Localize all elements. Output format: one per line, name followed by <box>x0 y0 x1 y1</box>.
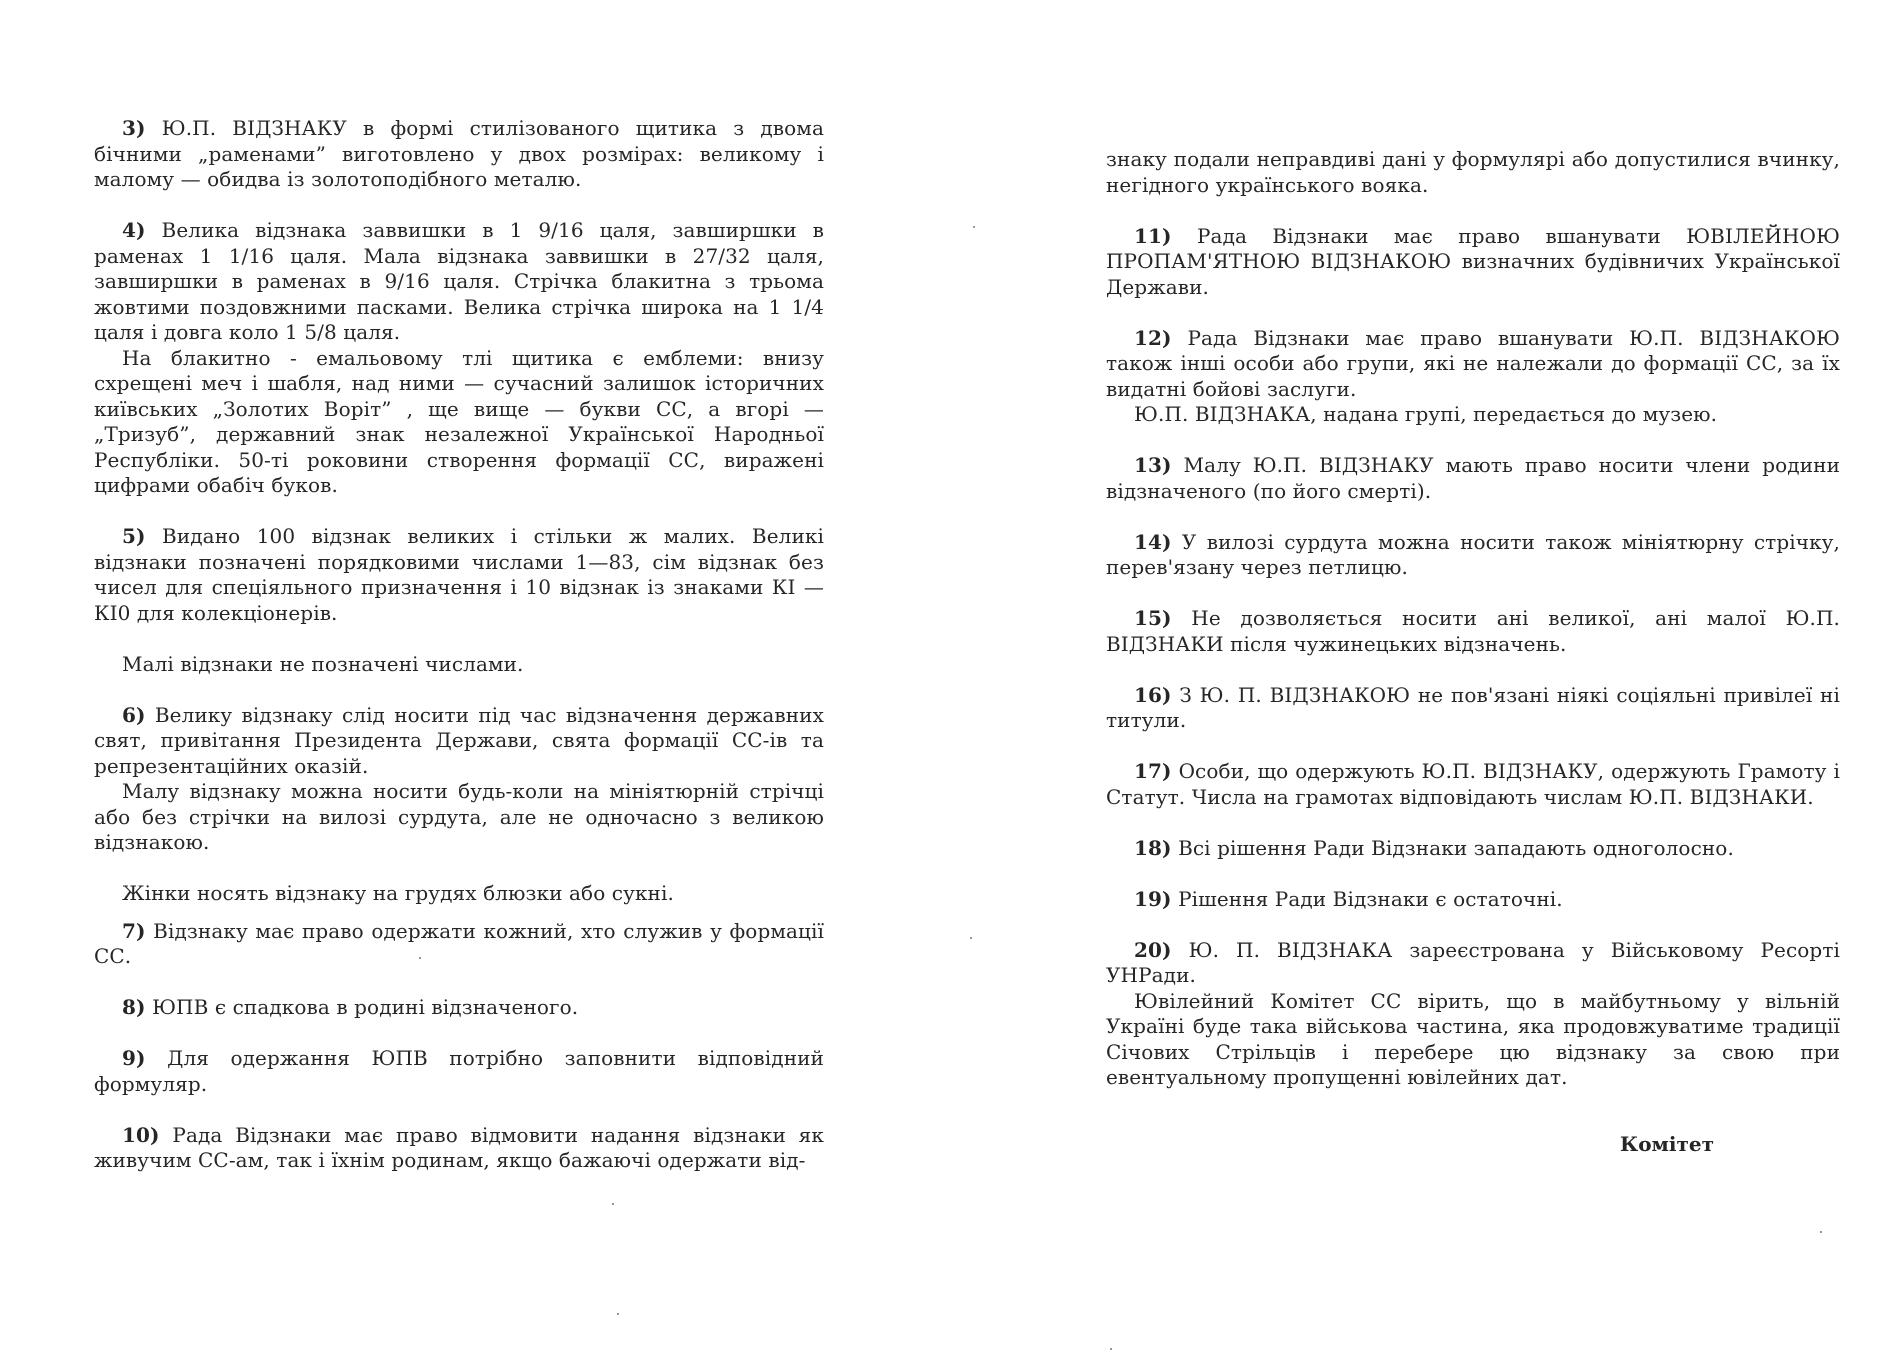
item-15: 15) Не дозволяється носити ані великої, ані малої Ю.П. ВІДЗНАКИ після чужинецьких відзначень. <box>1106 606 1840 656</box>
item-20-committee: Ювілейний Комітет СС вірить, що в майбутньому у вільній Україні буде така військова частина, яка продовжуватиме традиції Січових Стрільців і перебере цю відзнаку за свою при евентуальному пропущенні ювілейних дат. <box>1106 988 1840 1089</box>
item-20: 20) Ю. П. ВІДЗНАКА зареєстрована у Військовому Ресорті УНРади. <box>1106 937 1840 987</box>
item-9: 9) Для одержання ЮПВ потрібно заповнити відповідний формуляр. <box>94 1046 824 1096</box>
scan-speck <box>973 226 975 228</box>
item-17: 17) Особи, що одержують Ю.П. ВІДЗНАКУ, одержують Грамоту і Статут. Числа на грамотах відповідають числам Ю.П. ВІДЗНАКИ. <box>1106 759 1840 809</box>
signature: Комітет <box>1620 1132 1715 1156</box>
item-11: 11) Рада Відзнаки має право вшанувати ЮВІЛЕЙНОЮ ПРОПАМ'ЯТНОЮ ВІДЗНАКОЮ визначних будівничих Української Держави. <box>1106 223 1841 299</box>
item-4-emblem: На блакитно - емальовому тлі щитика є емблеми: внизу схрещені меч і шабля, над ними — сучасний залишок історичних київських „Золотих Воріт” , ще вище — букви СС, а вгорі — „Тризуб”, державний знак незалежної Української Народньої Республіки. 50-ті роковини створення формації СС, виражені цифрами обабіч буков. <box>94 345 824 497</box>
right-page <box>1106 147 1840 1091</box>
item-6-small: Малу відзнаку можна носити будь-коли на мініятюрній стрічці або без стрічки на вилозі сурдута, але не одночасно з великою відзнакою. <box>94 779 824 854</box>
item-7: 7) Відзнаку має право одержати кожний, хто служив у формації СС. <box>94 918 824 968</box>
item-8: 8) ЮПВ є спадкова в родині відзначеного. <box>122 995 579 1019</box>
item-4: 4) Велика відзнака заввишки в 1 9/16 цаля, завширшки в раменах 1 1/16 цаля. Мала відзнака заввишки в 27/32 цаля, завширшки в раменах в 9/16 цаля. Стрічка блакитна з трьома жовтими поздовжними пасками. Велика стрічка широка на 1 1/4 цаля і довга коло 1 5/8 цаля. <box>94 218 824 344</box>
item-12-group: Ю.П. ВІДЗНАКА, надана групі, передається до музею. <box>1134 402 1718 426</box>
scan-speck <box>1820 1231 1822 1233</box>
item-6: 6) Велику відзнаку слід носити під час відзначення державних свят, привітання Президента Держави, свята формації СС-ів та репрезентаційних оказій. <box>94 702 824 778</box>
scan-speck <box>1110 1348 1112 1350</box>
item-13: 13) Малу Ю.П. ВІДЗНАКУ мають право носити члени родини відзначеного (по його смерті). <box>1106 453 1840 503</box>
item-19: 19) Рішення Ради Відзнаки є остаточні. <box>1134 886 1563 911</box>
item-12: 12) Рада Відзнаки має право вшанувати Ю.П. ВІДЗНАКОЮ також інші особи або групи, які не належали до формації СС, за їх видатні бойові заслуги. <box>1106 325 1840 401</box>
item-16: 16) З Ю. П. ВІДЗНАКОЮ не пов'язані ніякі соціяльні привілеї ні титули. <box>1106 682 1840 732</box>
scan-speck <box>617 1313 619 1315</box>
item-10: 10) Рада Відзнаки має право відмовити надання відзнаки як живучим СС-ам, так і їхнім родинам, якщо бажаючі одержати від- <box>94 1122 824 1172</box>
left-page <box>94 116 824 1174</box>
item-14: 14) У вилозі сурдута можна носити також мініятюрну стрічку, перев'язану через петлицю. <box>1106 529 1840 579</box>
item-6-women: Жінки носять відзнаку на грудях блюзки або сукні. <box>122 881 674 905</box>
item-5-small: Малі відзнаки не позначені числами. <box>122 651 524 676</box>
scan-speck <box>970 937 972 939</box>
item-5: 5) Видано 100 відзнак великих і стільки ж малих. Великі відзнаки позначені порядковими числами 1—83, сім відзнак без чисел для спеціяльного призначення і 10 відзнак із знаками КІ — КІ0 для колекціонерів. <box>94 524 824 625</box>
scan-speck <box>419 957 421 959</box>
item-10-cont: знаку подали неправдиві дані у формулярі або допустилися вчинку, негідного українського вояка. <box>1106 147 1840 197</box>
item-3: 3) Ю.П. ВІДЗНАКУ в формі стилізованого щитика з двома бічними „раменами” виготовлено у двох розмірах: великому і малому — обидва із золотоподібного металю. <box>94 116 824 191</box>
item-18: 18) Всі рішення Ради Відзнаки западають одноголосно. <box>1134 835 1734 860</box>
scan-speck <box>612 1203 614 1205</box>
